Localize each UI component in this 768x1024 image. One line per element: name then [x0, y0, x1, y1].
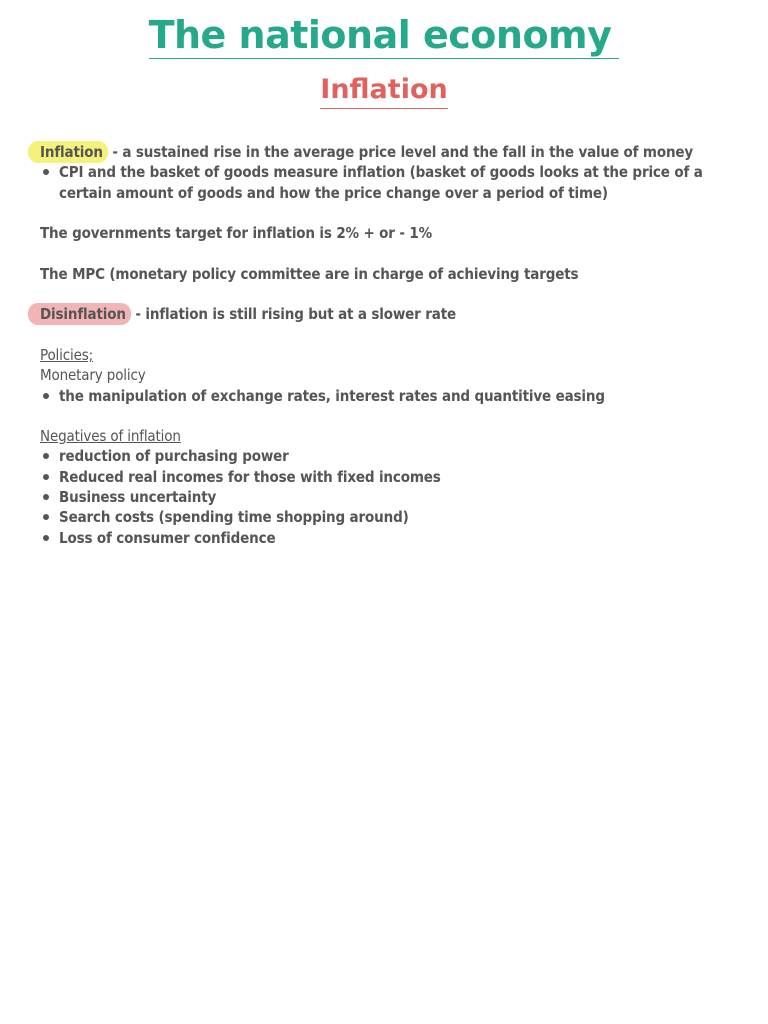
monetary-policy-bullet: the manipulation of exchange rates, interest rates and quantitive easing [40, 386, 740, 406]
disinflation-definition [40, 304, 740, 324]
policies-heading: Policies; [40, 345, 94, 364]
list-item: Business uncertainty [40, 487, 740, 507]
mpc-note: The MPC (monetary policy committee are in charge of achieving targets [40, 264, 579, 283]
page-title [0, 12, 768, 59]
list-item: reduction of purchasing power [40, 446, 740, 466]
list-item: Loss of consumer confidence [40, 528, 740, 548]
cpi-bullet-continuation: certain amount of goods and how the price change over a period of time) [59, 183, 608, 202]
note-body [40, 142, 740, 548]
cpi-bullet [40, 162, 740, 182]
disinflation-definition-text: - inflation is still rising but at a slower rate [130, 305, 456, 324]
inflation-term-highlight: Inflation [28, 141, 108, 163]
list-item: Reduced real incomes for those with fixed incomes [40, 467, 740, 487]
page-title-text: The national economy [149, 12, 620, 59]
list-item: Search costs (spending time shopping around) [40, 507, 740, 527]
negatives-heading: Negatives of inflation [40, 427, 181, 446]
monetary-policy-label: Monetary policy [40, 366, 146, 385]
disinflation-term-highlight: Disinflation [28, 303, 131, 325]
page-subtitle-text: Inflation [320, 72, 447, 109]
inflation-definition-text: - a sustained rise in the average price level and the fall in the value of money [107, 143, 694, 161]
inflation-target: The governments target for inflation is 2% + or - 1% [40, 224, 432, 243]
cpi-bullet-line1: CPI and the basket of goods measure inflation (basket of goods looks at the price of a [59, 163, 703, 182]
page-subtitle [0, 72, 768, 109]
inflation-definition [40, 142, 740, 162]
